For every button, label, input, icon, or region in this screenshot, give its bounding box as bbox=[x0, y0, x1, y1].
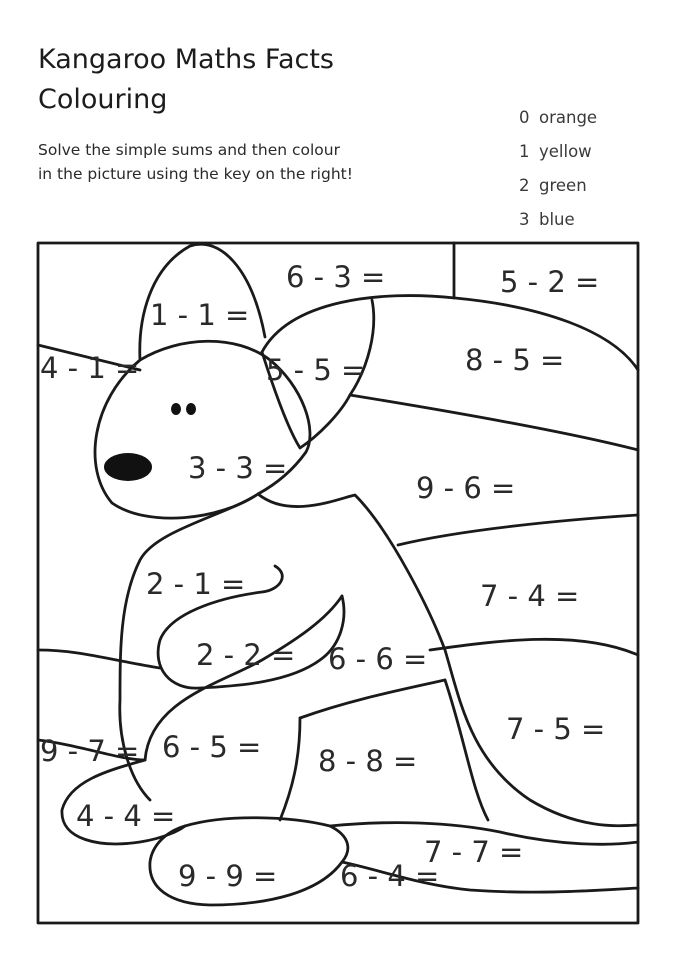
key-colour: yellow bbox=[539, 142, 592, 161]
sum-label: 9 - 7 = bbox=[40, 734, 140, 768]
sum-label: 6 - 3 = bbox=[286, 260, 386, 294]
key-colour: blue bbox=[539, 210, 575, 229]
sum-label: 6 - 5 = bbox=[162, 730, 262, 764]
sum-label: 7 - 5 = bbox=[506, 712, 606, 746]
sum-label: 4 - 1 = bbox=[40, 351, 140, 385]
region-divider bbox=[430, 639, 638, 655]
region-divider bbox=[350, 395, 638, 450]
sum-label: 3 - 3 = bbox=[188, 451, 288, 485]
title-line-2: Colouring bbox=[38, 84, 168, 115]
sum-label: 8 - 5 = bbox=[465, 343, 565, 377]
sum-label: 4 - 4 = bbox=[76, 799, 176, 833]
key-number: 2 bbox=[519, 176, 530, 195]
region-divider bbox=[38, 650, 160, 668]
key-colour: orange bbox=[539, 108, 598, 127]
sum-label: 6 - 4 = bbox=[340, 859, 440, 893]
sum-label: 2 - 1 = bbox=[146, 567, 246, 601]
body-outline bbox=[258, 494, 638, 826]
region-divider bbox=[398, 515, 638, 545]
key-number: 1 bbox=[519, 142, 530, 161]
sum-label: 7 - 7 = bbox=[424, 835, 524, 869]
title-line-1: Kangaroo Maths Facts bbox=[38, 44, 334, 75]
sum-label: 2 - 2 = bbox=[196, 638, 296, 672]
sum-label: 7 - 4 = bbox=[480, 579, 580, 613]
sum-label: 8 - 8 = bbox=[318, 744, 418, 778]
sum-label: 5 - 5 = bbox=[266, 353, 366, 387]
key-colour: green bbox=[539, 176, 587, 195]
instructions-line-1: Solve the simple sums and then colour bbox=[38, 141, 340, 159]
eye-icon bbox=[186, 403, 196, 415]
instructions-line-2: in the picture using the key on the right! bbox=[38, 165, 353, 183]
sum-label: 1 - 1 = bbox=[150, 298, 250, 332]
region-divider bbox=[300, 680, 445, 718]
sum-label: 6 - 6 = bbox=[328, 642, 428, 676]
eye-icon bbox=[171, 403, 181, 415]
key-number: 0 bbox=[519, 108, 530, 127]
sum-label: 5 - 2 = bbox=[500, 265, 600, 299]
leg-outline bbox=[280, 718, 300, 820]
key-number: 3 bbox=[519, 210, 530, 229]
nose-icon bbox=[104, 453, 152, 481]
sum-label: 9 - 6 = bbox=[416, 471, 516, 505]
sum-label: 9 - 9 = bbox=[178, 859, 278, 893]
